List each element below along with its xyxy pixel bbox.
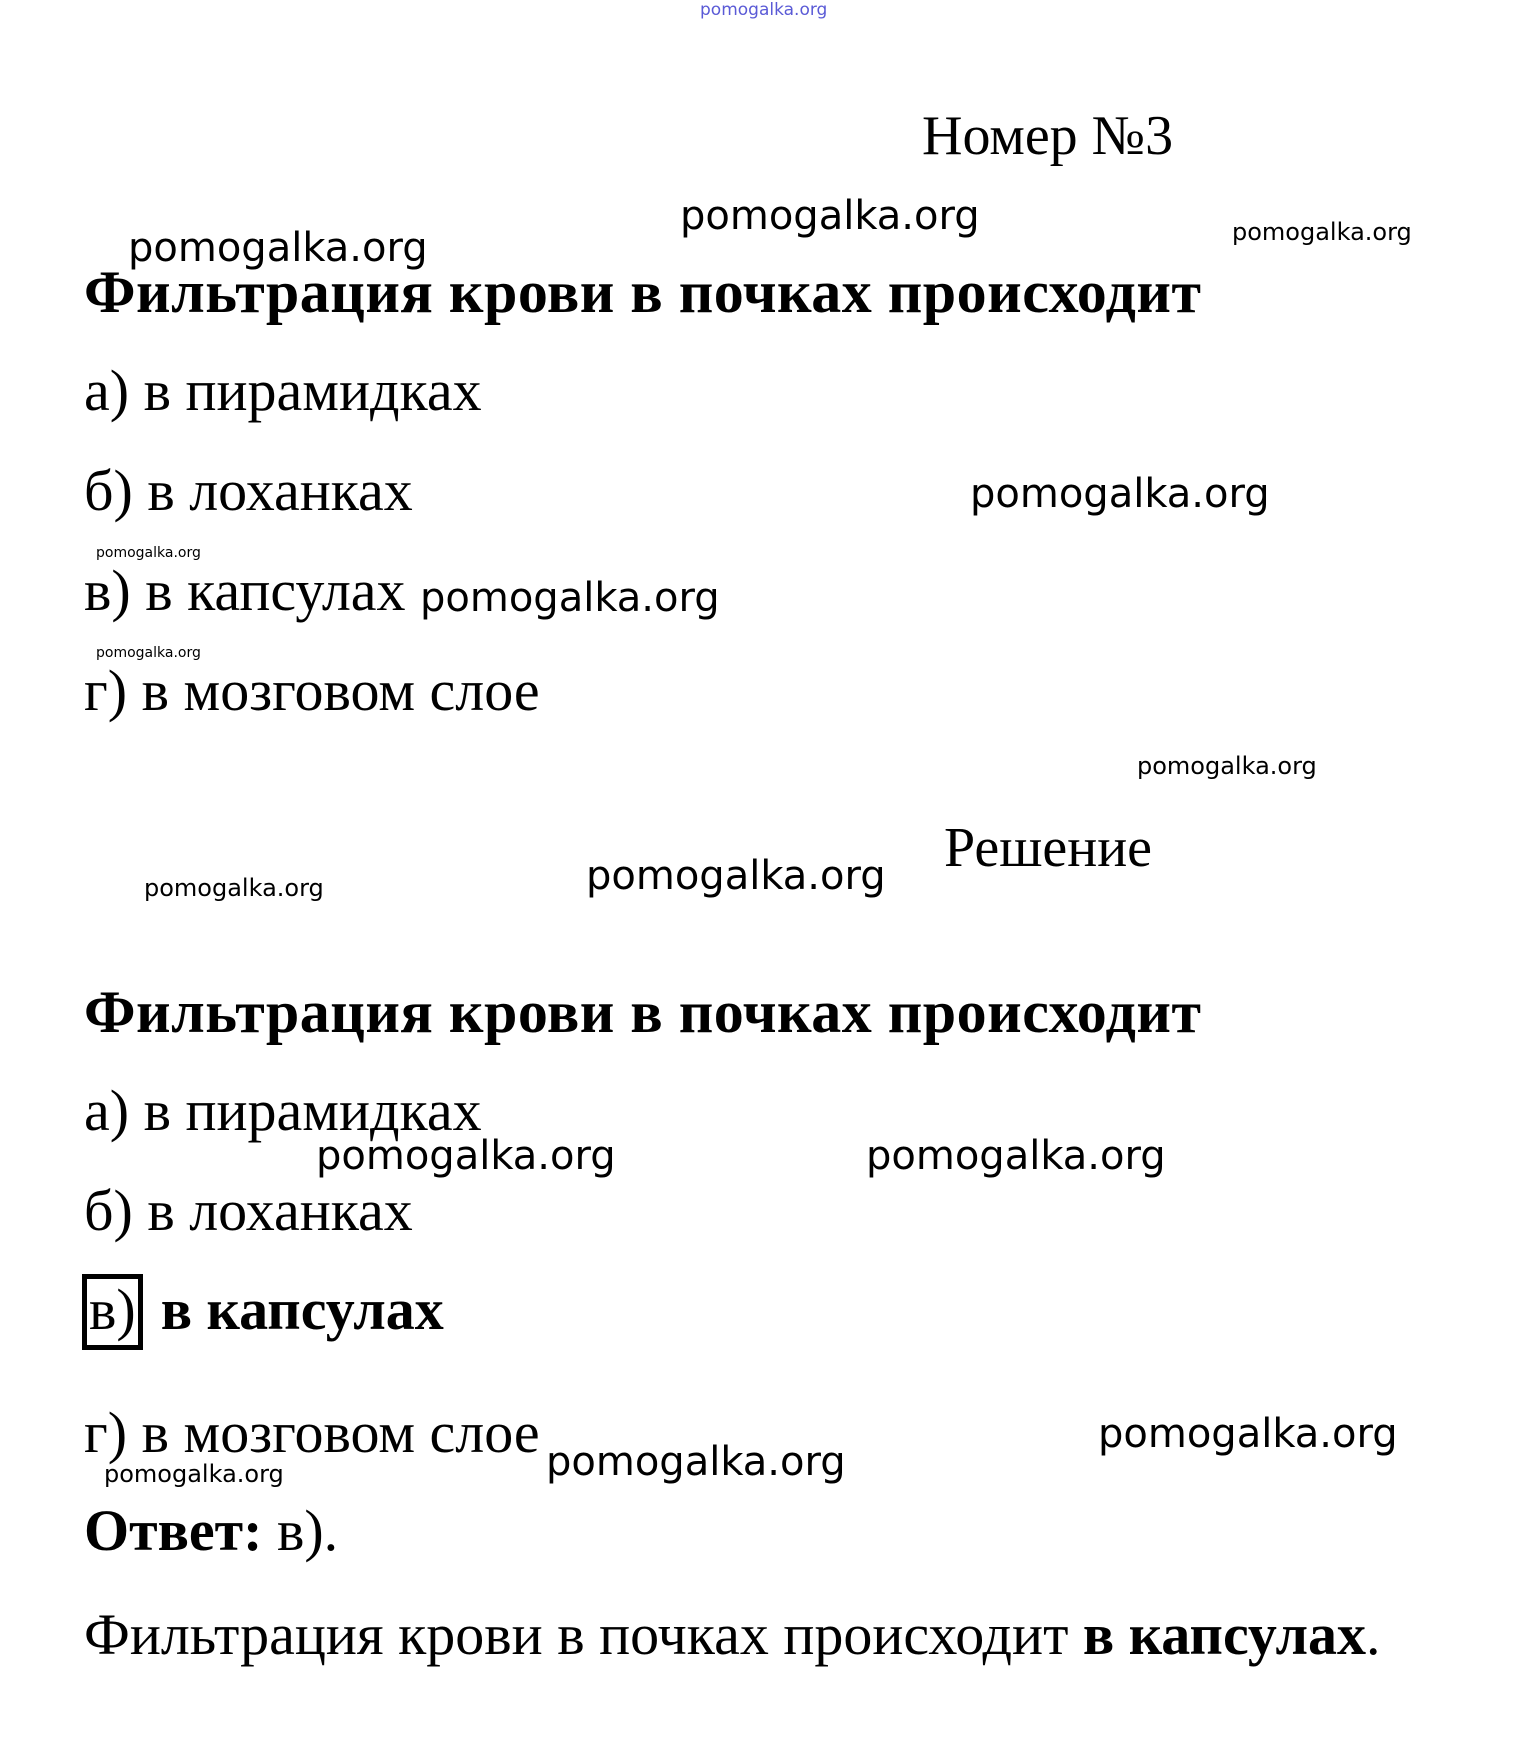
- answer-label: Ответ:: [84, 1498, 263, 1563]
- watermark: pomogalka.org: [128, 225, 428, 271]
- option-letter: г): [84, 658, 128, 723]
- option-text: в лоханках: [147, 1178, 413, 1243]
- watermark: pomogalka.org: [586, 853, 886, 899]
- solution-question-text: Фильтрация крови в почках происходит: [84, 979, 1202, 1045]
- option-letter: г): [84, 1400, 128, 1465]
- explanation-bold: в капсулах: [1082, 1602, 1367, 1667]
- solution-option-a: [84, 1078, 482, 1143]
- watermark: pomogalka.org: [546, 1439, 846, 1485]
- answer-line: [84, 1498, 339, 1563]
- option-a: [84, 358, 482, 423]
- watermark: pomogalka.org: [866, 1133, 1166, 1179]
- solution-option-b: [84, 1178, 413, 1243]
- explanation-end: .: [1366, 1602, 1381, 1667]
- explanation-plain: Фильтрация крови в почках происходит: [84, 1602, 1083, 1667]
- watermark: pomogalka.org: [1232, 218, 1412, 246]
- option-d: [84, 658, 540, 723]
- explanation: [84, 1602, 1381, 1667]
- watermark: pomogalka.org: [1380, 1729, 1485, 1745]
- option-b: [84, 458, 413, 523]
- solution-option-d: [84, 1400, 540, 1465]
- header-watermark: pomogalka.org: [700, 0, 828, 20]
- watermark: pomogalka.org: [1137, 752, 1317, 780]
- option-letter: в): [84, 558, 131, 623]
- option-letter: б): [84, 458, 133, 523]
- option-text: в лоханках: [147, 458, 413, 523]
- option-text: в пирамидках: [143, 1078, 482, 1143]
- option-letter: а): [84, 1078, 130, 1143]
- solution-option-c-selected: [82, 1274, 444, 1350]
- watermark: pomogalka.org: [96, 645, 201, 661]
- watermark: pomogalka.org: [316, 1133, 616, 1179]
- selected-option-box: в): [82, 1274, 143, 1350]
- option-c: [84, 558, 406, 623]
- answer-value: в).: [276, 1498, 339, 1563]
- page-title: Номер №3: [922, 105, 1174, 167]
- watermark: pomogalka.org: [420, 575, 720, 621]
- option-letter: б): [84, 1178, 133, 1243]
- option-letter: а): [84, 358, 130, 423]
- option-text: в капсулах: [160, 1277, 444, 1342]
- option-text: в пирамидках: [143, 358, 482, 423]
- watermark: pomogalka.org: [1098, 1411, 1398, 1457]
- option-text: в капсулах: [145, 558, 406, 623]
- watermark: pomogalka.org: [144, 874, 324, 902]
- watermark: pomogalka.org: [96, 545, 201, 561]
- question-text: Фильтрация крови в почках происходит: [84, 259, 1202, 325]
- option-text: в мозговом слое: [141, 1400, 540, 1465]
- watermark: pomogalka.org: [680, 193, 980, 239]
- solution-heading: Решение: [944, 817, 1153, 879]
- option-text: в мозговом слое: [141, 658, 540, 723]
- watermark: pomogalka.org: [970, 471, 1270, 517]
- watermark: pomogalka.org: [104, 1460, 284, 1488]
